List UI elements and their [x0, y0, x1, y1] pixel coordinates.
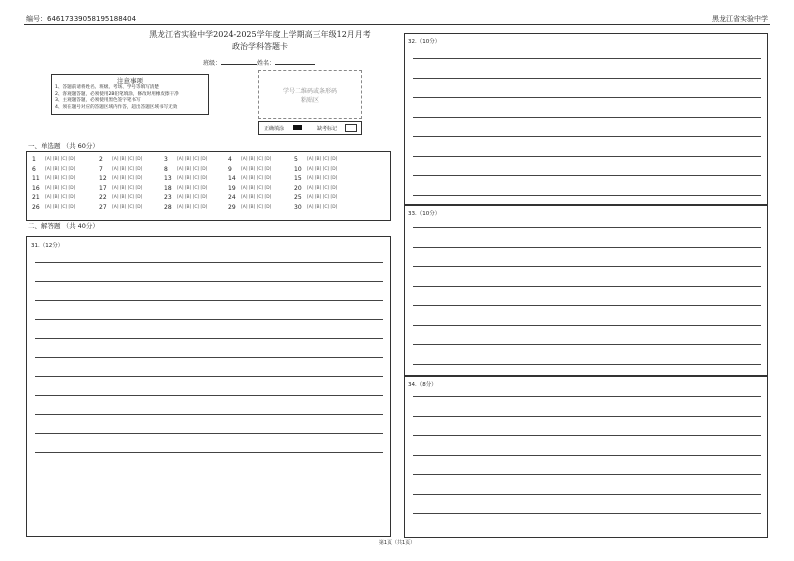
note-item: 2、客观题答题，必须使用2B铅笔填涂，修改时用橡皮擦干净: [55, 91, 179, 97]
mcq-question-number: 6: [32, 165, 36, 173]
question-34-label: 34.（8分）: [408, 382, 437, 388]
writing-line: [35, 338, 383, 339]
note-item: 4、须在题号对应的答题区域内作答，超出答题区域书写无效: [55, 104, 178, 110]
mcq-options[interactable]: [A] [B] [C] [D]: [45, 176, 76, 181]
question-32-label: 32.（10分）: [408, 39, 441, 45]
mcq-options[interactable]: [A] [B] [C] [D]: [241, 185, 272, 191]
mcq-options[interactable]: [A] [B] [C] [D]: [177, 195, 208, 200]
writing-line: [35, 262, 383, 263]
exam-title: 黑龙江省实验中学2024-2025学年度上学期高三年级12月月考: [149, 30, 371, 39]
notes-title: 注意事项: [117, 77, 143, 85]
page-number: 第1页（共1页）: [378, 540, 416, 546]
mcq-question-number: 10: [294, 165, 302, 173]
mcq-question-number: 23: [164, 194, 172, 201]
mcq-question-number: 3: [164, 156, 168, 163]
mcq-question-number: 8: [164, 165, 168, 173]
writing-line: [413, 325, 761, 326]
mcq-question-number: 7: [99, 165, 103, 173]
mcq-question-number: 5: [294, 156, 298, 163]
answer-area-32[interactable]: [404, 33, 768, 206]
mcq-options[interactable]: [A] [B] [C] [D]: [307, 195, 338, 200]
mcq-options[interactable]: [A] [B] [C] [D]: [45, 157, 76, 162]
mcq-options[interactable]: [A] [B] [C] [D]: [112, 195, 143, 200]
writing-line: [413, 227, 761, 228]
mcq-question-number: 22: [99, 194, 107, 201]
mcq-options[interactable]: [A] [B] [C] [D]: [307, 176, 338, 181]
mcq-options[interactable]: [A] [B] [C] [D]: [241, 157, 272, 162]
mcq-options[interactable]: [A] [B] [C] [D]: [45, 195, 76, 200]
writing-line: [413, 136, 761, 137]
qr-line1: 学号二维码或条形码: [282, 88, 337, 95]
writing-line: [35, 357, 383, 358]
mcq-question-number: 30: [294, 203, 302, 211]
section-answer-title: 二、解答题 （共 40分）: [28, 222, 99, 230]
mcq-question-number: 9: [228, 165, 232, 173]
legend-absent-label: 缺考标记: [317, 126, 338, 132]
mcq-question-number: 14: [228, 175, 236, 182]
mcq-question-number: 27: [99, 203, 107, 211]
writing-line: [413, 364, 761, 365]
mcq-options[interactable]: [A] [B] [C] [D]: [307, 185, 338, 191]
writing-line: [413, 305, 761, 306]
mcq-question-number: 28: [164, 203, 172, 211]
writing-line: [413, 494, 761, 495]
mcq-question-number: 4: [228, 156, 232, 163]
mcq-options[interactable]: [A] [B] [C] [D]: [45, 204, 76, 210]
writing-line: [413, 455, 761, 456]
writing-line: [35, 414, 383, 415]
writing-line: [35, 452, 383, 453]
mcq-options[interactable]: [A] [B] [C] [D]: [241, 195, 272, 200]
question-33-label: 33.（10分）: [408, 211, 441, 217]
mcq-options[interactable]: [A] [B] [C] [D]: [307, 157, 338, 162]
mcq-options[interactable]: [A] [B] [C] [D]: [177, 157, 208, 162]
name-label: 姓名：: [257, 60, 276, 67]
mcq-question-number: 29: [228, 203, 236, 211]
writing-line: [35, 319, 383, 320]
subject-title: 政治学科答题卡: [232, 42, 288, 51]
mcq-options[interactable]: [A] [B] [C] [D]: [45, 166, 76, 172]
writing-line: [413, 58, 761, 59]
qr-code-area: [258, 70, 362, 119]
mcq-question-number: 15: [294, 175, 302, 182]
mcq-options[interactable]: [A] [B] [C] [D]: [177, 204, 208, 210]
mcq-options[interactable]: [A] [B] [C] [D]: [112, 166, 143, 172]
absent-mark-checkbox[interactable]: [345, 124, 357, 132]
serial-value: 64617339058195188404: [47, 15, 137, 23]
header-rule: [24, 24, 770, 25]
writing-line: [413, 416, 761, 417]
writing-line: [413, 435, 761, 436]
writing-line: [413, 247, 761, 248]
writing-line: [413, 474, 761, 475]
mcq-options[interactable]: [A] [B] [C] [D]: [241, 204, 272, 210]
mcq-question-number: 11: [32, 175, 40, 182]
answer-area-34[interactable]: [404, 375, 768, 538]
mcq-question-number: 2: [99, 156, 103, 163]
student-info: [203, 58, 315, 67]
mcq-question-number: 16: [32, 184, 40, 192]
mcq-question-number: 19: [228, 184, 236, 192]
writing-line: [35, 376, 383, 377]
mcq-options[interactable]: [A] [B] [C] [D]: [112, 176, 143, 181]
writing-line: [413, 175, 761, 176]
mcq-question-number: 25: [294, 194, 302, 201]
qr-line2: 粘贴区: [300, 97, 319, 104]
mcq-question-number: 26: [32, 203, 40, 211]
legend-correct-label: 正确填涂: [264, 126, 285, 132]
mcq-options[interactable]: [A] [B] [C] [D]: [307, 166, 338, 172]
writing-line: [35, 281, 383, 282]
mcq-options[interactable]: [A] [B] [C] [D]: [241, 166, 272, 172]
mcq-options[interactable]: [A] [B] [C] [D]: [112, 204, 143, 210]
single-choice-area: [26, 151, 391, 221]
name-field[interactable]: [275, 64, 315, 65]
mcq-options[interactable]: [A] [B] [C] [D]: [112, 157, 143, 162]
mcq-options[interactable]: [A] [B] [C] [D]: [45, 185, 76, 191]
school-name: 黑龙江省实验中学: [712, 15, 768, 23]
mcq-options[interactable]: [A] [B] [C] [D]: [307, 204, 338, 210]
writing-line: [413, 117, 761, 118]
writing-line: [35, 433, 383, 434]
mcq-question-number: 24: [228, 194, 236, 201]
mcq-options[interactable]: [A] [B] [C] [D]: [177, 176, 208, 181]
filled-mark-icon: [293, 125, 302, 130]
fill-legend: [258, 121, 362, 135]
mcq-question-number: 1: [32, 156, 36, 163]
writing-line: [413, 396, 761, 397]
writing-line: [413, 195, 761, 196]
mcq-options[interactable]: [A] [B] [C] [D]: [177, 166, 208, 172]
serial-number: [26, 14, 136, 24]
serial-label: 编号：: [26, 15, 47, 23]
mcq-question-number: 13: [164, 175, 172, 182]
answer-area-31[interactable]: [26, 236, 391, 537]
section-single-choice-title: 一、单选题 （共 60分）: [28, 142, 99, 150]
question-31-label: 31.（12分）: [31, 243, 64, 249]
answer-area-33[interactable]: [404, 204, 768, 377]
mcq-question-number: 18: [164, 184, 172, 192]
writing-line: [413, 97, 761, 98]
mcq-options[interactable]: [A] [B] [C] [D]: [177, 185, 208, 191]
note-item: 1、答题前请将姓名、班级、考场、学号等填写清楚: [55, 85, 159, 90]
writing-line: [413, 344, 761, 345]
writing-line: [35, 300, 383, 301]
mcq-question-number: 21: [32, 194, 40, 201]
writing-line: [35, 395, 383, 396]
mcq-question-number: 17: [99, 184, 107, 192]
mcq-question-number: 12: [99, 175, 107, 182]
writing-line: [413, 286, 761, 287]
note-item: 3、主观题答题，必须使用黑色签字笔书写: [55, 98, 141, 104]
writing-line: [413, 156, 761, 157]
writing-line: [413, 266, 761, 267]
writing-line: [413, 513, 761, 514]
mcq-options[interactable]: [A] [B] [C] [D]: [112, 185, 143, 191]
mcq-options[interactable]: [A] [B] [C] [D]: [241, 176, 272, 181]
class-field[interactable]: [221, 64, 257, 65]
class-label: 班级：: [203, 60, 222, 67]
writing-line: [413, 78, 761, 79]
notes-box: [51, 74, 209, 115]
mcq-question-number: 20: [294, 184, 302, 192]
